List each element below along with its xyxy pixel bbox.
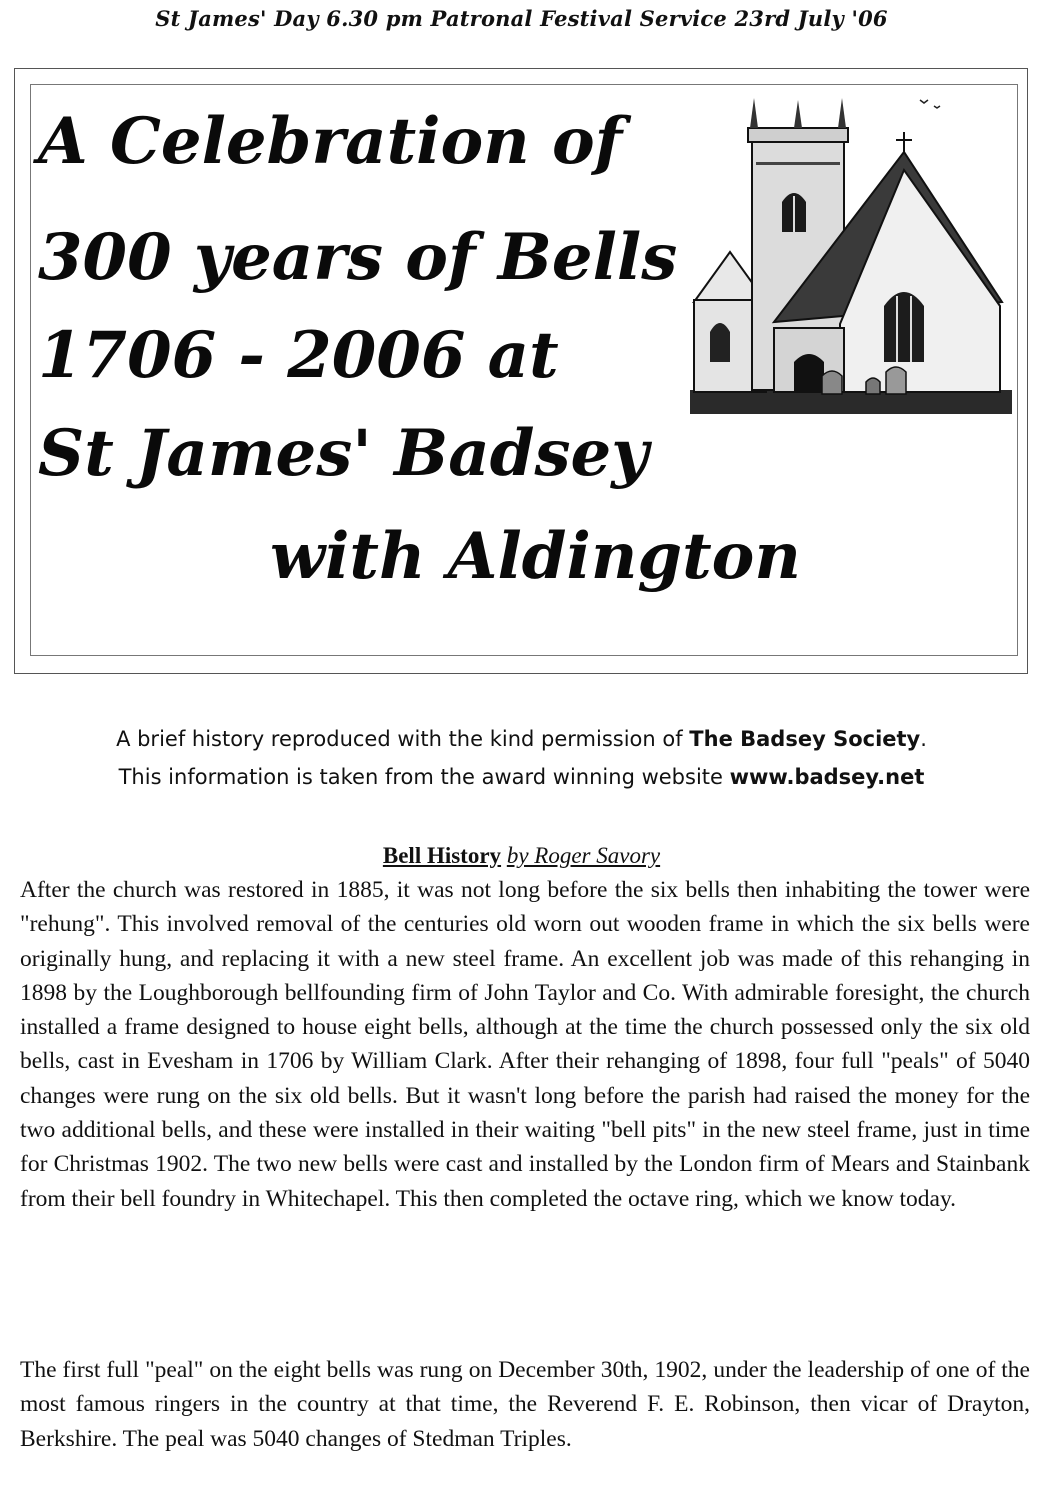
article-paragraph-2: The first full "peal" on the eight bells was rung on December 30th, 1902, under the leadership of one of the most famous ringers in the country at that time, the Reverend F. E. Robinson, then vicar of Drayton, Berkshire. The peal was 5040 changes of Stedman Triples. bbox=[20, 1357, 1030, 1452]
badsey-society-name: The Badsey Society bbox=[689, 727, 921, 751]
service-announcement: St James' Day 6.30 pm Patronal Festival Service 23rd July '06 bbox=[155, 6, 888, 31]
article-heading bbox=[0, 843, 1043, 869]
title-line-5: with Aldington bbox=[270, 519, 801, 594]
website-link[interactable]: www.badsey.net bbox=[729, 765, 925, 789]
title-line-1: A Celebration of bbox=[38, 104, 623, 179]
credit-line-1-prefix: A brief history reproduced with the kind permission of bbox=[116, 727, 690, 751]
article-title: Bell History bbox=[382, 843, 502, 868]
credit-line-2-prefix: This information is taken from the award winning website bbox=[118, 765, 730, 789]
article-byline: by Roger Savory bbox=[506, 843, 661, 868]
credit-line-1 bbox=[0, 727, 1043, 751]
title-line-4: St James' Badsey bbox=[38, 416, 649, 491]
credit-line-2 bbox=[0, 765, 1043, 789]
title-line-3: 1706 - 2006 at bbox=[38, 318, 559, 393]
title-line-2: 300 years of Bells bbox=[38, 220, 678, 295]
church-illustration bbox=[690, 92, 1012, 414]
article-paragraph-1: After the church was restored in 1885, it was not long before the six bells then inhabiting the tower were "rehung". This involved removal of the centuries old worn out wooden frame in which the six bells were originally hung, and replacing it with a new steel frame. An excellent job was made of this rehanging in 1898 by the Loughborough bellfounding firm of John Taylor and Co. With admirable foresight, the church installed a frame designed to house eight bells, although at the time the church possessed only the six old bells, cast in Evesham in 1706 by William Clark. After their rehanging of 1898, four full "peals" of 5040 changes were rung on the six old bells. But it wasn't long before the parish had raised the money for the two additional bells, and these were installed in their waiting "bell pits" in the new steel frame, just in time for Christmas 1902. The two new bells were cast and installed by the London firm of Mears and Stainbank from their bell foundry in Whitechapel. This then completed the octave ring, which we know today. bbox=[20, 877, 1030, 1212]
credit-line-1-suffix: . bbox=[920, 727, 927, 751]
